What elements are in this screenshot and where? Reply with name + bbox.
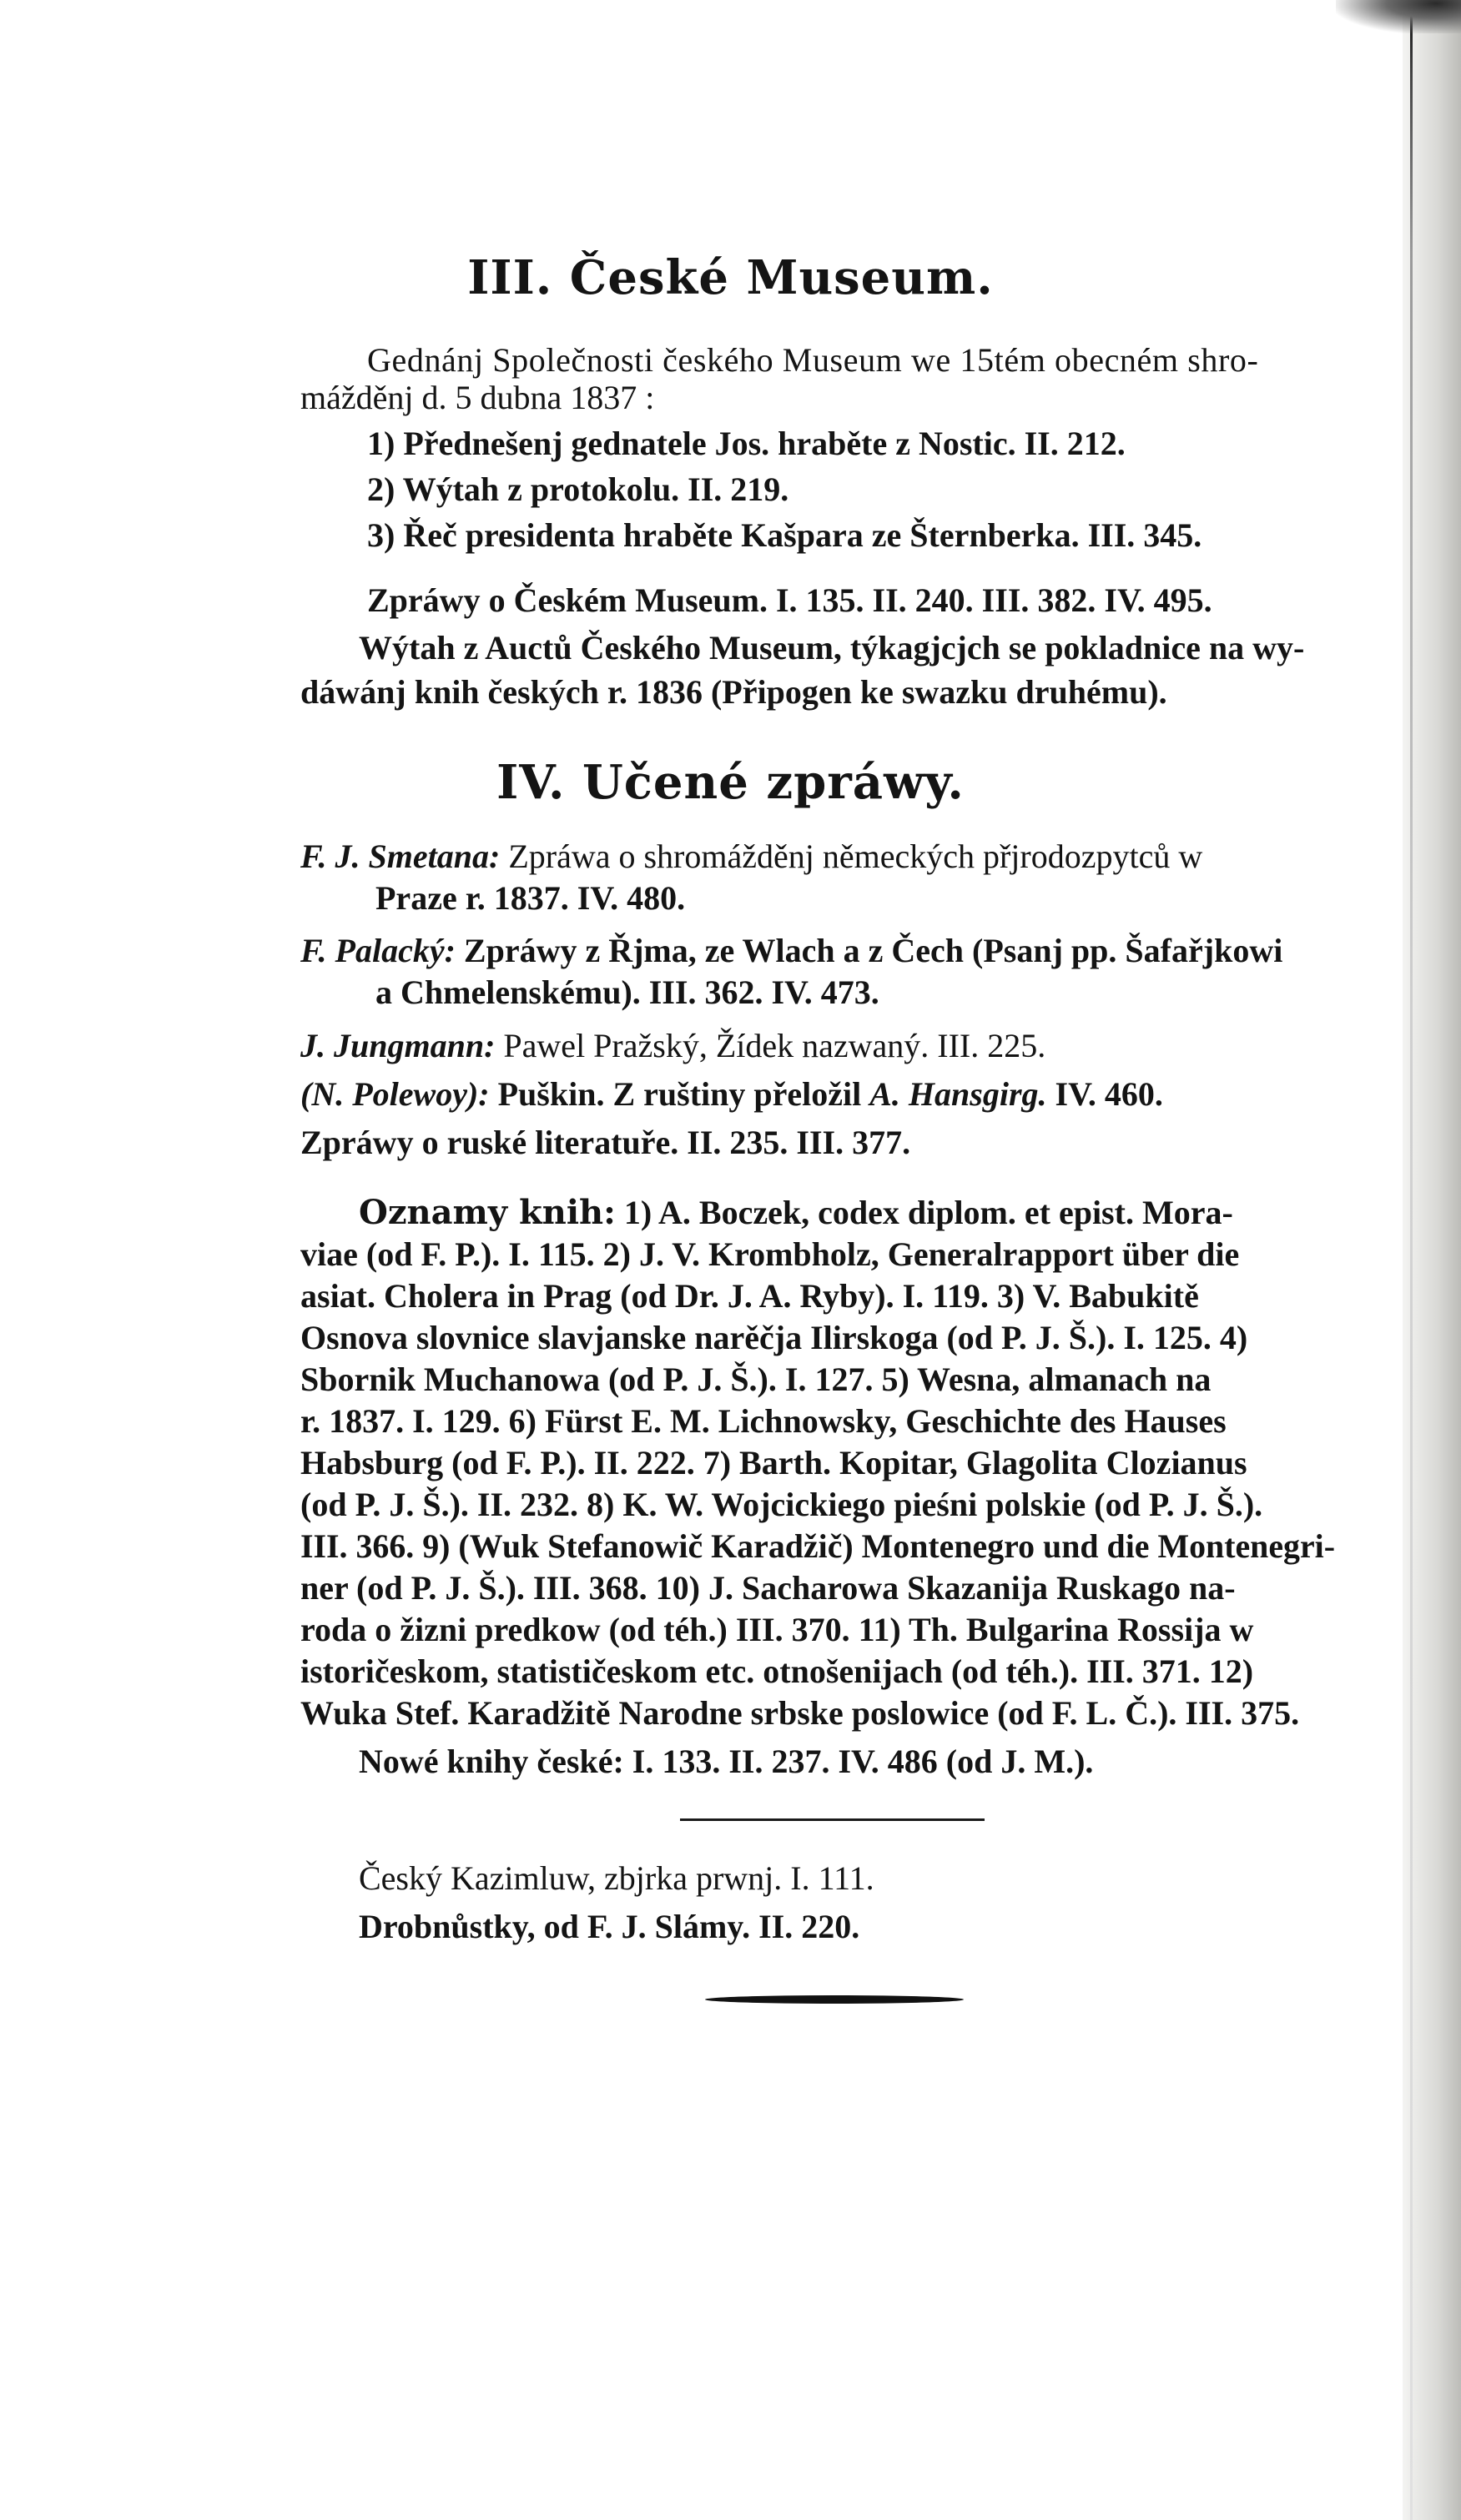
palacky-author: F. Palacký:	[300, 932, 456, 969]
section-iii-item-1: 1) Přednešenj gednatele Jos. hraběte z Nostic. II. 212.	[367, 425, 1126, 462]
oznamy-first-line	[359, 1195, 1233, 1231]
section-iii-item-3: 3) Řeč presidenta hraběte Kašpara ze Šternberka. III. 345.	[367, 516, 1202, 554]
nowe-knihy: Nowé knihy české: I. 133. II. 237. IV. 486 (od J. M.).	[359, 1743, 1094, 1780]
oznamy-line: Osnova slovnice slavjanske narěčja Ilirskoga (od P. J. Š.). I. 125. 4)	[300, 1319, 1248, 1356]
oznamy-line: istoričeskom, statističeskom etc. otnošenijach (od téh.). III. 371. 12)	[300, 1652, 1254, 1690]
section-iii-wytah-line2: dáwánj knih českých r. 1836 (Připogen ke swazku druhému).	[300, 673, 1167, 711]
polewoy-ref: IV. 460.	[1055, 1075, 1163, 1113]
smetana-text: Zpráwa o shromážděnj německých přjrodozpytců w	[508, 837, 1203, 875]
polewoy-entry	[300, 1076, 1163, 1113]
section-iii-intro-line1: Gednánj Společnosti českého Museum we 15tém obecném shro-	[367, 341, 1259, 379]
oznamy-line: (od P. J. Š.). II. 232. 8) K. W. Wojcickiego pieśni polskie (od P. J. Š.).	[300, 1486, 1263, 1523]
polewoy-text: Puškin. Z ruštiny přeložil	[497, 1075, 862, 1113]
section-iii-item-2: 2) Wýtah z protokolu. II. 219.	[367, 470, 789, 508]
ruske-literatura: Zpráwy o ruské literatuře. II. 235. III. 377.	[300, 1124, 911, 1161]
smetana-author: F. J. Smetana:	[300, 837, 501, 875]
jungmann-author: J. Jungmann:	[300, 1027, 496, 1064]
oznamy-first-rest: 1) A. Boczek, codex diplom. et epist. Mora-	[623, 1194, 1233, 1231]
divider-rule	[680, 1818, 985, 1821]
oznamy-line: Wuka Stef. Karadžitě Narodne srbske poslowice (od F. L. Č.). III. 375.	[300, 1694, 1300, 1732]
polewoy-author: (N. Polewoy):	[300, 1075, 490, 1113]
jungmann-text: Pawel Pražský, Žídek nazwaný. III. 225.	[503, 1027, 1046, 1064]
palacky-entry-line2: a Chmelenskému). III. 362. IV. 473.	[375, 973, 879, 1011]
oznamy-line: asiat. Cholera in Prag (od Dr. J. A. Ryby). I. 119. 3) V. Babukitě	[300, 1277, 1199, 1315]
oznamy-line: roda o žizni predkow (od téh.) III. 370. 11) Th. Bulgarina Rossija w	[300, 1611, 1254, 1648]
drobnustky: Drobnůstky, od F. J. Slámy. II. 220.	[359, 1908, 860, 1945]
section-iv-title: IV. Učené zpráwy.	[496, 755, 965, 810]
jungmann-entry	[300, 1028, 1045, 1064]
oznamy-line: III. 366. 9) (Wuk Stefanowič Karadžič) Montenegro und die Montenegri-	[300, 1527, 1336, 1565]
oznamy-line: ner (od P. J. Š.). III. 368. 10) J. Sacharowa Skazanija Ruskago na-	[300, 1569, 1236, 1607]
palacky-text: Zpráwy z Řjma, ze Wlach a z Čech (Psanj pp. Šafařjkowi	[463, 932, 1283, 969]
smetana-entry-line1	[300, 838, 1202, 875]
ornament-divider	[705, 1995, 964, 2004]
oznamy-heading: Oznamy knih:	[359, 1193, 616, 1232]
palacky-entry-line1	[300, 933, 1282, 969]
corner-stain	[1336, 0, 1461, 33]
oznamy-line: viae (od F. P.). I. 115. 2) J. V. Krombholz, Generalrapport über die	[300, 1235, 1240, 1273]
section-iii-intro-line2: mážděnj d. 5 dubna 1837 :	[300, 379, 655, 416]
oznamy-line: Sbornik Muchanowa (od P. J. Š.). I. 127. 5) Wesna, almanach na	[300, 1361, 1212, 1398]
kazimluw: Český Kazimluw, zbjrka prwnj. I. 111.	[359, 1859, 874, 1897]
section-iii-wytah-line1: Wýtah z Auctů Českého Museum, týkagjcjch se pokladnice na wy-	[359, 629, 1305, 666]
polewoy-translator: A. Hansgirg.	[869, 1075, 1047, 1113]
section-iii-zprawy: Zpráwy o Českém Museum. I. 135. II. 240. III. 382. IV. 495.	[367, 581, 1212, 619]
page-edge-line	[1410, 0, 1413, 2520]
section-iii-title: III. České Museum.	[467, 250, 994, 305]
smetana-entry-line2: Praze r. 1837. IV. 480.	[375, 879, 686, 917]
oznamy-line: r. 1837. I. 129. 6) Fürst E. M. Lichnowsky, Geschichte des Hauses	[300, 1402, 1227, 1440]
oznamy-line: Habsburg (od F. P.). II. 222. 7) Barth. Kopitar, Glagolita Clozianus	[300, 1444, 1247, 1481]
